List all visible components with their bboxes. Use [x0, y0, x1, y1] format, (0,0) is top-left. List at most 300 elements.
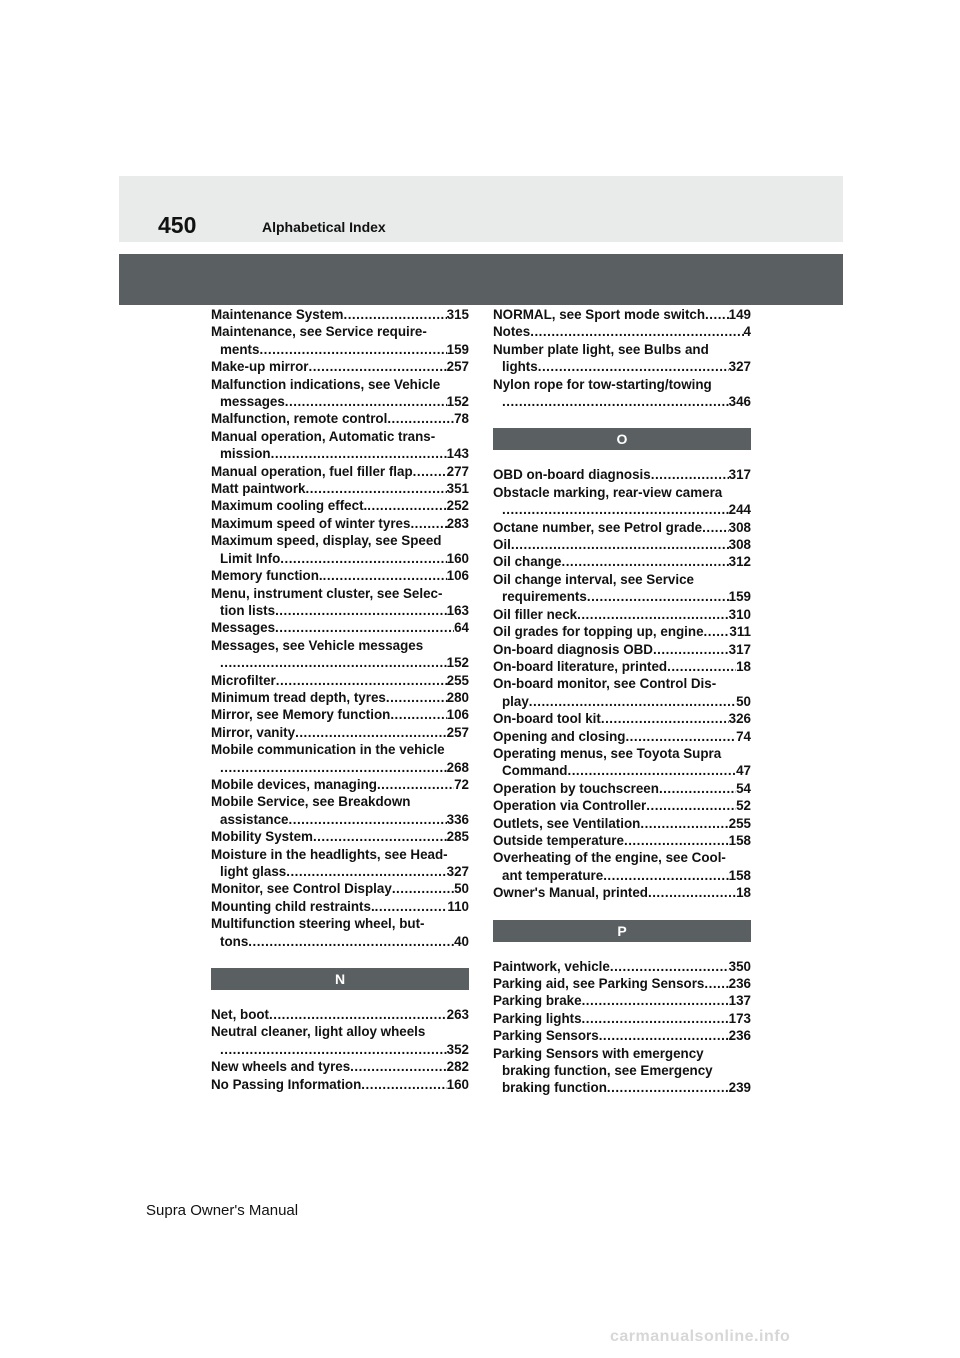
index-page-number[interactable]: 152 [446, 394, 469, 410]
index-entry-text: Number plate light, see Bulbs and [493, 341, 709, 357]
index-entry-text: Nylon rope for tow-starting/towing [493, 376, 712, 392]
index-page-number[interactable]: 285 [446, 829, 469, 845]
index-entry[interactable] [493, 341, 751, 376]
index-entry[interactable] [493, 849, 751, 884]
index-entry[interactable] [493, 745, 751, 780]
index-page-number[interactable]: 327 [728, 359, 751, 375]
leader-dots [289, 811, 447, 828]
index-page-number[interactable]: 352 [446, 1041, 469, 1057]
index-page-number[interactable]: 4 [743, 324, 751, 340]
leader-dots [280, 550, 446, 567]
index-entry-line [211, 323, 469, 340]
leader-dots [646, 797, 736, 814]
index-entry-text: Manual operation, Automatic trans- [211, 428, 436, 444]
index-entry[interactable] [211, 585, 469, 620]
index-entry[interactable] [493, 780, 751, 797]
index-entry-text: Maximum cooling effect. [211, 498, 368, 514]
index-page-number[interactable]: 18 [736, 885, 751, 901]
leader-dots [413, 463, 447, 480]
index-entry[interactable] [211, 497, 469, 514]
index-entry-line [211, 619, 469, 636]
index-page-number[interactable]: 173 [728, 1010, 751, 1026]
leader-dots [387, 410, 454, 427]
index-entry[interactable] [211, 428, 469, 463]
index-entry[interactable] [211, 306, 469, 323]
leader-dots [625, 728, 736, 745]
index-page-number[interactable]: 282 [446, 1059, 469, 1075]
index-entry-line [211, 306, 469, 323]
index-entry-text: Owner's Manual, printed [493, 885, 648, 901]
index-entry-line [493, 1027, 751, 1044]
index-entry-line [211, 376, 469, 393]
leader-dots [582, 1010, 729, 1027]
index-entry-line [493, 675, 751, 692]
index-entry-text: Microfilter [211, 672, 276, 688]
index-entry-line [493, 519, 751, 536]
leader-dots [295, 724, 447, 741]
index-entry-line [493, 745, 751, 762]
index-page-number[interactable]: 110 [447, 898, 469, 914]
index-entry[interactable] [493, 710, 751, 727]
index-entry[interactable] [211, 515, 469, 532]
index-entry[interactable] [211, 323, 469, 358]
index-entry-text: OBD on-board diagnosis [493, 467, 651, 483]
index-page-number[interactable]: 257 [446, 359, 469, 375]
index-entry[interactable] [211, 689, 469, 706]
index-entry[interactable] [493, 606, 751, 623]
index-page-number[interactable]: 106 [446, 707, 469, 723]
index-entry[interactable] [493, 536, 751, 553]
index-entry[interactable] [493, 675, 751, 710]
index-entry-text: Notes [493, 324, 531, 340]
index-entry-text: Oil grades for topping up, engine [493, 624, 704, 640]
index-entry-line [211, 480, 469, 497]
index-entry-text: Overheating of the engine, see Cool- [493, 850, 726, 866]
index-page-number[interactable]: 280 [446, 689, 469, 705]
index-entry-line [493, 867, 751, 884]
index-page-number[interactable]: 159 [728, 589, 751, 605]
index-page-number[interactable]: 160 [446, 550, 469, 566]
index-entry-line [493, 693, 751, 710]
index-page-number[interactable]: 160 [446, 1076, 469, 1092]
index-entry[interactable] [493, 519, 751, 536]
index-entry-line [211, 863, 469, 880]
index-entry-text: Octane number, see Petrol grade [493, 519, 703, 535]
leader-dots [313, 828, 447, 845]
index-page-number[interactable]: 40 [454, 933, 469, 949]
index-entry-line [493, 1079, 751, 1096]
index-entry-text: Make-up mirror [211, 359, 309, 375]
index-entry[interactable] [493, 1010, 751, 1027]
index-entry-line [493, 815, 751, 832]
index-page-number[interactable]: 244 [728, 502, 751, 518]
leader-dots [285, 393, 447, 410]
leader-dots [275, 602, 447, 619]
index-entry[interactable] [211, 880, 469, 897]
index-entry-line [493, 606, 751, 623]
index-entry-text: Mounting child restraints. [211, 898, 375, 914]
index-entry[interactable] [493, 975, 751, 992]
index-page-number[interactable]: 312 [728, 554, 751, 570]
index-entry[interactable] [211, 741, 469, 776]
index-page-number[interactable]: 326 [728, 711, 751, 727]
index-entry[interactable] [211, 828, 469, 845]
leader-dots [610, 958, 729, 975]
index-page-number[interactable]: 74 [736, 728, 751, 744]
leader-dots [386, 689, 447, 706]
index-entry-line [211, 393, 469, 410]
index-entry-text: mission [220, 446, 271, 462]
index-entry-line [493, 797, 751, 814]
index-entry[interactable] [493, 728, 751, 745]
index-entry-text: Manual operation, fuel filler flap [211, 463, 413, 479]
index-page-number[interactable]: 317 [728, 467, 751, 483]
index-entry-line [211, 898, 469, 915]
index-entry-text: Menu, instrument cluster, see Selec- [211, 585, 443, 601]
index-entry[interactable] [211, 463, 469, 480]
index-page-number[interactable]: 50 [454, 881, 469, 897]
index-page-number[interactable]: 163 [446, 602, 469, 618]
index-page-number[interactable]: 158 [728, 832, 751, 848]
index-entry[interactable] [493, 306, 751, 323]
index-page-number[interactable]: 277 [446, 463, 469, 479]
index-entry-line [211, 759, 469, 776]
index-entry-line [493, 358, 751, 375]
index-entry-line [493, 975, 751, 992]
index-entry[interactable] [211, 376, 469, 411]
index-entry-text: Messages [211, 620, 276, 636]
leader-dots [601, 710, 729, 727]
leader-dots [259, 341, 446, 358]
index-entry-line [211, 915, 469, 932]
index-entry[interactable] [493, 992, 751, 1009]
index-entry[interactable] [211, 1076, 469, 1093]
index-page-number[interactable]: 236 [728, 1028, 751, 1044]
index-entry[interactable] [211, 1023, 469, 1058]
index-entry-line [211, 1041, 469, 1058]
index-entry-text: messages [220, 394, 285, 410]
index-entry-line [211, 1023, 469, 1040]
index-entry[interactable] [493, 832, 751, 849]
index-page-number[interactable]: 236 [728, 976, 751, 991]
index-entry-line [211, 602, 469, 619]
index-entry-line [493, 393, 751, 410]
index-page-number[interactable]: 336 [446, 811, 469, 827]
index-entry[interactable] [493, 1027, 751, 1044]
index-entry-text: Outlets, see Ventilation [493, 815, 641, 831]
index-entry[interactable] [211, 793, 469, 828]
leader-dots [511, 536, 729, 553]
index-entry-line [211, 532, 469, 549]
index-page-number[interactable]: 158 [728, 867, 751, 883]
leader-dots [220, 759, 447, 776]
index-entry[interactable] [211, 532, 469, 567]
index-entry[interactable] [211, 724, 469, 741]
index-page-number[interactable]: 257 [446, 724, 469, 740]
index-entry-text: Mirror, vanity [211, 724, 296, 740]
index-entry[interactable] [211, 1006, 469, 1023]
index-page-number[interactable]: 351 [446, 481, 469, 497]
index-entry-line [211, 1006, 469, 1023]
index-entry-text: Monitor, see Control Display [211, 881, 392, 897]
index-page-number[interactable]: 18 [736, 658, 751, 674]
index-entry-text: Parking aid, see Parking Sensors [493, 976, 705, 991]
index-entry-text: Operation by touchscreen [493, 780, 659, 796]
index-entry[interactable] [211, 1058, 469, 1075]
index-page-number[interactable]: 52 [736, 798, 751, 814]
index-page-number[interactable]: 159 [446, 341, 469, 357]
index-entry-line [211, 724, 469, 741]
manual-title-footer: Supra Owner's Manual [146, 1202, 299, 1219]
index-entry-text: Opening and closing [493, 728, 626, 744]
letter-heading: P [493, 920, 751, 942]
index-entry-line [211, 689, 469, 706]
index-page-number[interactable]: 315 [446, 307, 469, 322]
index-entry-line [211, 828, 469, 845]
leader-dots [624, 832, 729, 849]
index-entry[interactable] [211, 776, 469, 793]
leader-dots [269, 1006, 447, 1023]
index-page-number[interactable]: 310 [728, 606, 751, 622]
index-entry[interactable] [211, 846, 469, 881]
index-entry-line [493, 641, 751, 658]
index-entry-text: ant temperature [502, 867, 604, 883]
index-entry-text: tion lists [220, 602, 276, 618]
leader-dots [538, 358, 729, 375]
index-entry-line [211, 672, 469, 689]
index-entry-line [211, 654, 469, 671]
index-entry-line [211, 1058, 469, 1075]
index-entry[interactable] [493, 797, 751, 814]
index-entry-text: Neutral cleaner, light alloy wheels [211, 1024, 426, 1040]
leader-dots [651, 466, 729, 483]
index-entry-text: Maximum speed, display, see Speed [211, 533, 442, 549]
index-entry-line [211, 497, 469, 514]
index-entry-text: Parking brake [493, 993, 582, 1009]
index-entry-text: Maximum speed of winter tyres [211, 515, 411, 531]
index-page-number[interactable]: 263 [446, 1007, 469, 1023]
index-entry-text: NORMAL, see Sport mode switch [493, 307, 706, 322]
leader-dots [640, 815, 728, 832]
leader-dots [603, 867, 728, 884]
index-entry-text: Mobile communication in the vehicle [211, 742, 445, 758]
index-entry-line [211, 463, 469, 480]
index-entry-line [493, 849, 751, 866]
index-entry[interactable] [493, 466, 751, 483]
watermark-text: carmanualsonline.info [610, 1328, 791, 1345]
index-entry-text: On-board diagnosis OBD [493, 641, 653, 657]
index-entry-line [493, 728, 751, 745]
index-entry-text: Net, boot [211, 1007, 270, 1023]
index-entry-line [493, 1010, 751, 1027]
index-entry-line [493, 341, 751, 358]
index-entry-line [211, 585, 469, 602]
index-entry-line [211, 1076, 469, 1093]
index-entry-line [211, 567, 469, 584]
index-entry[interactable] [493, 658, 751, 675]
index-page-number[interactable]: 72 [454, 776, 469, 792]
leader-dots [275, 619, 454, 636]
index-entry-text: No Passing Information [211, 1076, 362, 1092]
index-entry[interactable] [493, 571, 751, 606]
index-entry-line [493, 466, 751, 483]
index-entry-text: Mobile Service, see Breakdown [211, 794, 411, 810]
index-entry[interactable] [211, 410, 469, 427]
index-entry-line [211, 341, 469, 358]
leader-dots [276, 672, 447, 689]
index-page-number[interactable]: 47 [736, 763, 751, 779]
index-page-number[interactable]: 308 [728, 519, 751, 535]
index-entry-text: Malfunction indications, see Vehicle [211, 376, 441, 392]
index-entry-text: requirements [502, 589, 587, 605]
index-entry[interactable] [493, 641, 751, 658]
leader-dots [375, 898, 448, 915]
index-entry-text: Obstacle marking, rear-view camera [493, 484, 723, 500]
leader-dots [567, 762, 736, 779]
index-entry[interactable] [211, 358, 469, 375]
leader-dots [582, 992, 729, 1009]
index-entry-line [493, 780, 751, 797]
leader-dots [343, 306, 446, 323]
index-entry[interactable] [211, 706, 469, 723]
index-page-number[interactable]: 255 [728, 815, 751, 831]
index-entry-line [211, 515, 469, 532]
index-entry-text: Matt paintwork [211, 481, 306, 497]
index-entry-line [211, 550, 469, 567]
index-entry[interactable] [493, 623, 751, 640]
index-entry-line [493, 884, 751, 901]
index-entry-line [211, 846, 469, 863]
index-entry-text: Moisture in the headlights, see Head- [211, 846, 448, 862]
index-entry[interactable] [211, 480, 469, 497]
index-entry-line [211, 445, 469, 462]
index-entry-text: assistance [220, 811, 289, 827]
index-entry-line [211, 358, 469, 375]
index-page-number[interactable]: 283 [446, 515, 469, 531]
index-entry[interactable] [211, 672, 469, 689]
leader-dots [607, 1079, 729, 1096]
leader-dots [350, 1058, 446, 1075]
index-entry[interactable] [493, 323, 751, 340]
index-entry-text: Operation via Controller [493, 798, 647, 814]
index-entry-text: ments [220, 341, 260, 357]
index-entry-line [493, 762, 751, 779]
index-entry[interactable] [211, 567, 469, 584]
index-entry-line [211, 706, 469, 723]
index-entry-line [211, 741, 469, 758]
index-entry-text: Mirror, see Memory function [211, 707, 391, 723]
index-entry-text: braking function [502, 1080, 607, 1096]
index-page-number[interactable]: 327 [446, 864, 469, 879]
index-page-number[interactable]: 64 [454, 620, 469, 636]
index-entry-line [493, 376, 751, 393]
index-entry[interactable] [211, 637, 469, 672]
leader-dots [390, 706, 446, 723]
index-page-number[interactable]: 239 [728, 1080, 751, 1096]
index-entry[interactable] [493, 1045, 751, 1097]
index-entry-text: Parking lights [493, 1010, 582, 1026]
index-entry-text: Oil filler neck [493, 606, 578, 622]
index-entry[interactable] [211, 915, 469, 950]
index-page-number[interactable]: 54 [736, 780, 751, 796]
index-page-number[interactable]: 50 [736, 693, 751, 709]
leader-dots [361, 1076, 446, 1093]
leader-dots [323, 567, 447, 584]
leader-dots [587, 588, 729, 605]
index-entry[interactable] [493, 815, 751, 832]
leader-dots [220, 654, 447, 671]
index-entry-text: lights [502, 359, 538, 375]
index-entry-line [493, 1062, 751, 1079]
section-title: Alphabetical Index [262, 219, 386, 235]
index-entry[interactable] [211, 898, 469, 915]
leader-dots [502, 501, 729, 518]
index-entry-line [493, 992, 751, 1009]
index-entry-line [493, 623, 751, 640]
leader-dots [410, 515, 446, 532]
leader-dots [577, 606, 729, 623]
index-column-left [211, 306, 469, 1093]
index-entry-line [493, 484, 751, 501]
index-entry-line [211, 637, 469, 654]
index-page-number[interactable]: 143 [446, 446, 469, 462]
index-entry[interactable] [211, 619, 469, 636]
index-entry[interactable] [493, 884, 751, 901]
index-entry[interactable] [493, 958, 751, 975]
letter-divider [211, 968, 469, 990]
leader-dots [271, 445, 447, 462]
index-entry-text: Minimum tread depth, tyres [211, 689, 386, 705]
index-page-number[interactable]: 308 [728, 537, 751, 553]
index-entry[interactable] [493, 484, 751, 519]
leader-dots [392, 880, 454, 897]
index-page-number[interactable]: 311 [729, 624, 751, 640]
index-page-number[interactable]: 350 [728, 958, 751, 974]
index-page-number[interactable]: 317 [728, 641, 751, 657]
index-entry-line [493, 588, 751, 605]
index-column-right [493, 306, 751, 1097]
index-entry-line [211, 880, 469, 897]
leader-dots [705, 306, 729, 323]
index-page-number[interactable]: 268 [446, 759, 469, 775]
index-page-number[interactable]: 149 [728, 307, 751, 322]
index-page-number[interactable]: 255 [446, 672, 469, 688]
index-entry-text: Mobility System [211, 829, 313, 845]
index-entry[interactable] [493, 553, 751, 570]
index-entry-text: Maintenance, see Service require- [211, 324, 427, 340]
index-entry-text: Parking Sensors [493, 1028, 599, 1044]
index-entry-text: On-board monitor, see Control Dis- [493, 676, 717, 692]
index-page-number[interactable]: 252 [446, 498, 469, 514]
page-number: 450 [158, 212, 197, 238]
index-entry-line [493, 958, 751, 975]
header-band [119, 176, 843, 242]
index-page-number[interactable]: 106 [446, 568, 469, 584]
index-entry-line [211, 793, 469, 810]
index-entry[interactable] [493, 376, 751, 411]
leader-dots [367, 497, 446, 514]
index-page-number[interactable]: 137 [728, 993, 751, 1009]
letter-heading: N [211, 968, 469, 990]
index-entry-text: Outside temperature [493, 832, 624, 848]
index-page-number[interactable]: 78 [454, 411, 469, 427]
index-page-number[interactable]: 152 [446, 655, 469, 671]
index-entry-line [493, 571, 751, 588]
index-entry-text: Command [502, 763, 568, 779]
leader-dots [704, 975, 728, 992]
index-page-number[interactable]: 346 [728, 394, 751, 410]
index-entry-text: tons [220, 933, 249, 949]
